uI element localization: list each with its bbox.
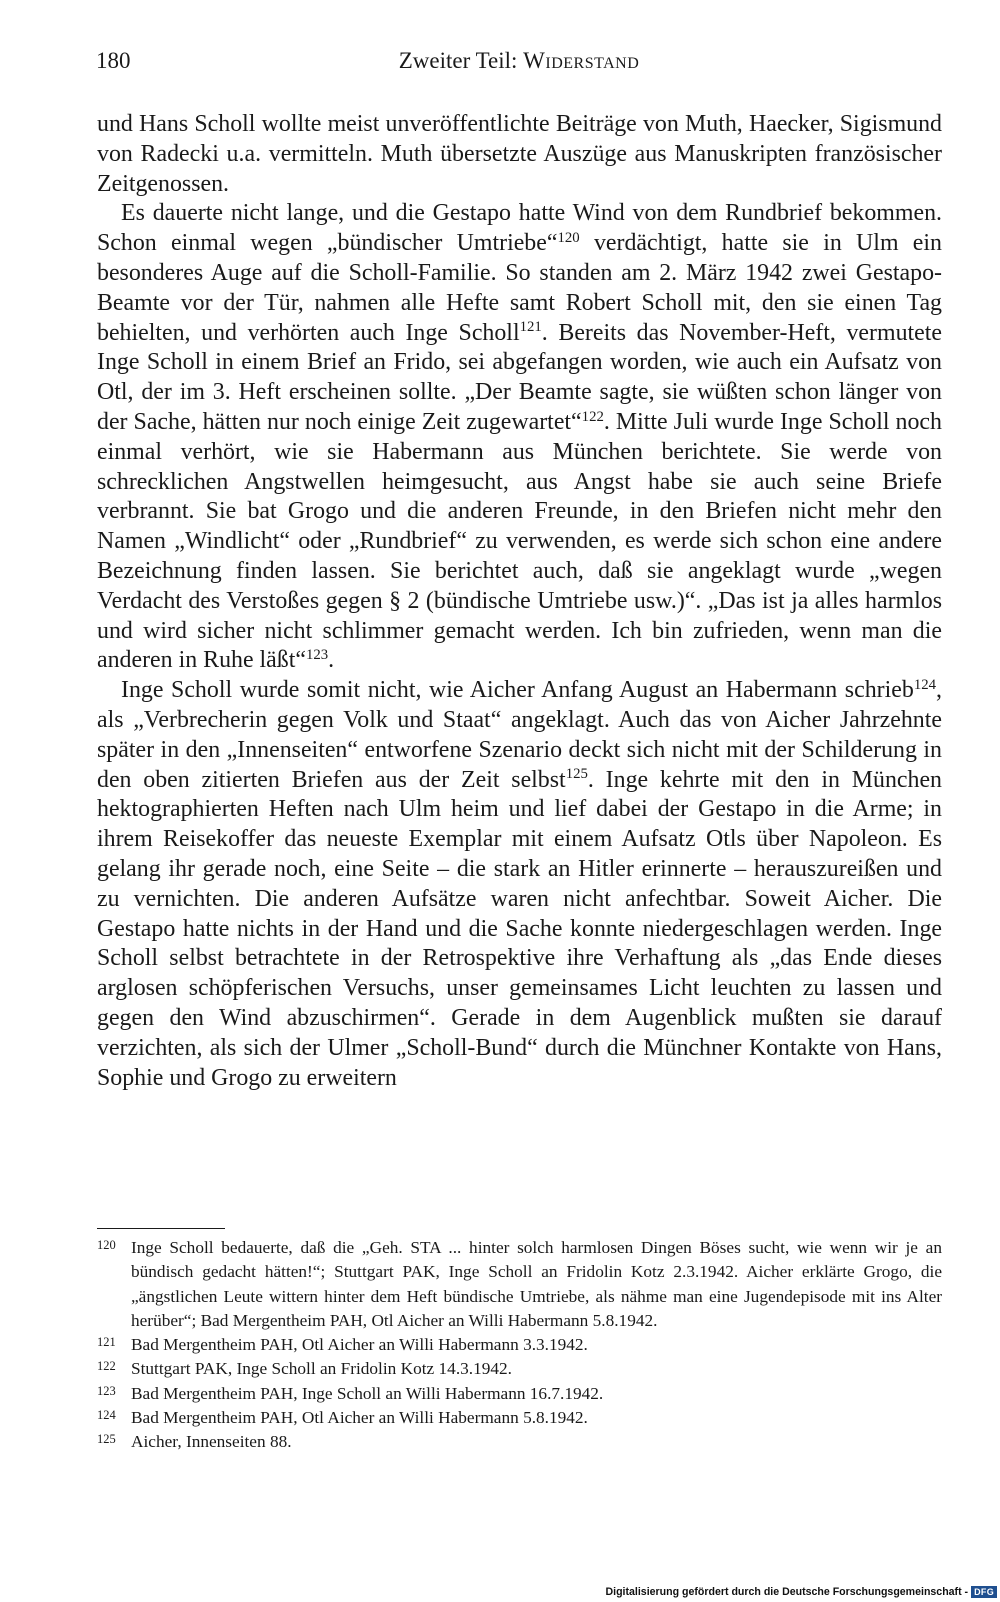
footnote-marker: 122 <box>581 408 604 425</box>
footnote-text: Aicher, Innenseiten 88. <box>131 1432 292 1452</box>
paragraph <box>97 199 942 676</box>
footnote-rule <box>97 1228 225 1229</box>
page-number: 180 <box>96 48 131 73</box>
footnote-text: Bad Mergentheim PAH, Inge Scholl an Willi Habermann 16.7.1942. <box>131 1383 604 1403</box>
footnote-marker: 123 <box>305 647 329 664</box>
text-run: , als „Verbrecherin gegen Volk und Staat“ angeklagt. Auch das von Aicher Jahrzehnte später in den „Innenseiten“ entworfene Szenario deckt sich nicht mit der Schilderung in den oben zitierten Briefen aus der Zeit selbst <box>97 677 942 793</box>
text-run: . Inge kehrte mit den in München hektographierten Heften nach Ulm heim und lief dabei der Gestapo in die Arme; in ihrem Reisekoffer das neueste Exemplar mit einem Aufsatz Otls über Napoleon. Es gelang ihr gerade noch, eine Seite – die stark an Hitler erinnerte – herauszureißen und zu vernichten. Die anderen Aufsätze waren nicht anfechtbar. Soweit Aicher. Die Gestapo hatte nichts in der Hand und die Sache konnte niedergeschlagen werden. Inge Scholl selbst betrachtete in der Retrospektive ihre Verhaftung als „das Ende dieses arglosen schöpferischen Versuchs, unser gemeinsames Licht leuchten zu lassen und gegen den Wind abzuschirmen“. Gerade in dem Augenblick mußten sie darauf verzichten, als sich der Ulmer „Scholl-Bund“ durch die Münchner Kontakte von Hans, Sophie und Grogo zu erweitern <box>97 766 942 1091</box>
paragraph <box>97 110 942 199</box>
footnote-number: 120 <box>97 1238 116 1252</box>
page-header <box>96 48 942 82</box>
footnote <box>97 1430 942 1454</box>
footnote <box>97 1406 942 1430</box>
text-run: Es dauerte nicht lange, und die Gestapo hatte Wind von dem Rundbrief bekommen. Schon einmal wegen „bündischer Umtriebe“ <box>97 200 942 257</box>
footnote-text: Stuttgart PAK, Inge Scholl an Fridolin Kotz 14.3.1942. <box>131 1359 512 1379</box>
footnote <box>97 1333 942 1357</box>
text-run: . <box>328 647 335 674</box>
text-run: und Hans Scholl wollte meist unveröffentlichte Beiträge von Muth, Haecker, Sigismund von Radecki u.a. vermitteln. Muth übersetzte Auszüge aus Manuskripten französischer Zeitgenossen. <box>97 111 942 197</box>
paragraph <box>97 676 942 1093</box>
footnote-text: Bad Mergentheim PAH, Otl Aicher an Willi Habermann 5.8.1942. <box>131 1408 588 1428</box>
footnotes <box>97 1236 942 1455</box>
footnote <box>97 1357 942 1381</box>
running-head-section: Widerstand <box>523 48 640 73</box>
dfg-logo: DFG <box>971 1586 997 1598</box>
footnote-marker: 121 <box>519 319 542 336</box>
text-run: verdächtigt, hatte sie in Ulm ein besonderes Auge auf die Scholl-Familie. So standen am 2. März 1942 zwei Gestapo-Beamte vor der Tür, nahmen alle Hefte samt Robert Scholl mit, den sie einen Tag behielten, und verhörten auch Inge Scholl <box>97 230 942 346</box>
footnote <box>97 1236 942 1333</box>
footnote-marker: 125 <box>565 766 588 783</box>
text-run: . Mitte Juli wurde Inge Scholl noch einmal verhört, wie sie Habermann aus München berichtete. Sie werde von schrecklichen Angstwellen heimgesucht, aus Angst habe sie auch seine Briefe verbrannt. Sie bat Grogo und die anderen Freunde, in den Briefen nicht mehr den Namen „Windlicht“ oder „Rundbrief“ zu verwenden, es werde sich schon eine andere Bezeichnung finden lassen. Sie berichtet auch, daß sie angeklagt wurde „wegen Verdacht des Verstoßes gegen § 2 (bündische Umtriebe usw.)“. „Das ist ja alles harmlos und wird sicher nicht schlimmer gemacht werden. Ich bin zufrieden, wenn man die anderen in Ruhe läßt“ <box>97 408 942 674</box>
footnote-number: 123 <box>97 1383 116 1398</box>
footnote-number: 125 <box>97 1432 116 1447</box>
footnote-number: 124 <box>97 1408 116 1423</box>
text-run: Inge Scholl wurde somit nicht, wie Aicher Anfang August an Habermann schrieb <box>121 677 914 704</box>
body-text <box>97 110 942 1093</box>
credit-text: Digitalisierung gefördert durch die Deutsche Forschungsgemeinschaft - <box>605 1586 969 1598</box>
footnote-number: 121 <box>97 1335 116 1350</box>
footnote-text: Bad Mergentheim PAH, Otl Aicher an Willi Habermann 3.3.1942. <box>131 1335 588 1355</box>
footnote-marker: 120 <box>557 230 580 247</box>
digitization-credit <box>605 1585 997 1599</box>
footnote-marker: 124 <box>913 677 937 693</box>
footnote-text: Inge Scholl bedauerte, daß die „Geh. STA ... hinter solch harmlosen Dingen Böses sucht, wie wenn wir je an bündisch gedacht hätten!“; Stuttgart PAK, Inge Scholl an Fridolin Kotz 2.3.1942. Aicher erklärte Grogo, die „ängstlichen Leute wittern hinter dem Heft bündische Umtriebe, als nähme man eine Jugendepisode mit ins Alter herüber“; Bad Mergentheim PAH, Otl Aicher an Willi Habermann 5.8.1942. <box>131 1238 942 1330</box>
footnote <box>97 1382 942 1406</box>
text-run: . Bereits das November-Heft, vermutete Inge Scholl in einem Brief an Frido, sei abgefangen worden, wie auch ein Aufsatz von Otl, der im 3. Heft erscheinen sollte. „Der Beamte sagte, sie wüßten schon länger von der Sache, hätten nur noch einige Zeit zugewartet“ <box>97 319 942 435</box>
footnote-number: 122 <box>97 1359 116 1374</box>
running-head-prefix: Zweiter Teil: <box>398 48 524 73</box>
running-head <box>96 48 942 74</box>
